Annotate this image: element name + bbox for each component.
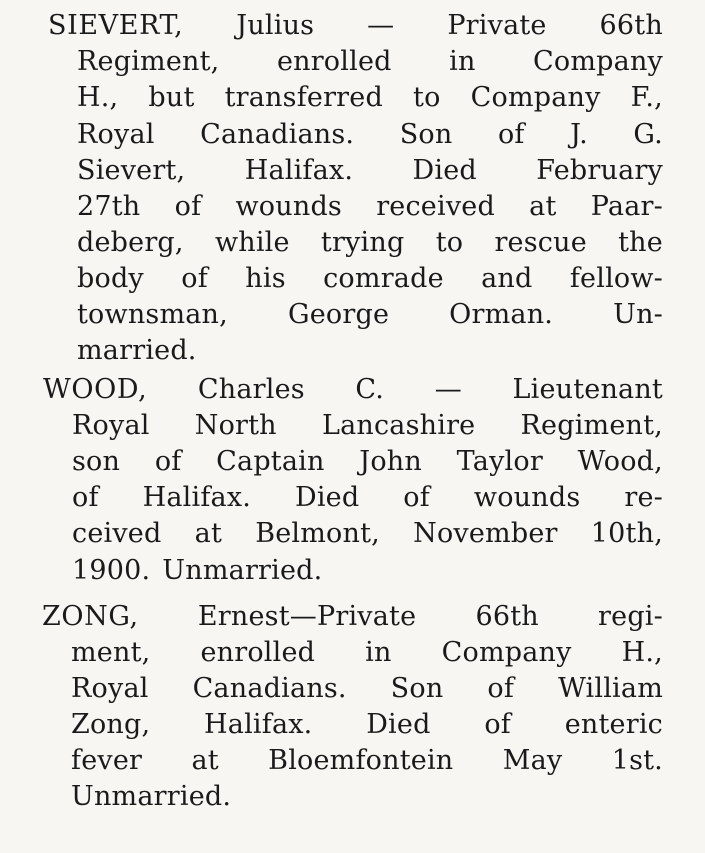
- word: G.: [633, 119, 663, 150]
- word: Charles: [197, 374, 305, 405]
- word: C.: [355, 374, 385, 405]
- text-line: [77, 44, 663, 80]
- surname: ZONG,: [42, 601, 139, 632]
- text-line: [77, 261, 663, 297]
- word: Paar-: [590, 191, 663, 222]
- text-line: [77, 80, 663, 116]
- word: Captain: [216, 446, 325, 477]
- word: Regiment,: [520, 410, 663, 441]
- word: Company: [533, 46, 663, 77]
- text-line: [77, 189, 663, 225]
- word: 66th: [599, 10, 663, 41]
- word: North: [194, 410, 277, 441]
- text-line: [71, 707, 663, 743]
- word: J.: [570, 119, 588, 150]
- word: Lieutenant: [512, 374, 663, 405]
- word: February: [536, 155, 663, 186]
- word: George: [287, 299, 390, 330]
- word: Royal: [77, 119, 155, 150]
- word: son: [72, 446, 121, 477]
- word: rescue: [494, 227, 587, 258]
- word: Unmarried.: [71, 781, 232, 812]
- word: Son: [399, 119, 453, 150]
- word: regi-: [598, 601, 663, 632]
- word: H.,: [77, 82, 119, 113]
- text-line: [77, 333, 663, 369]
- word: enrolled: [200, 637, 316, 668]
- word: body: [77, 263, 144, 294]
- text-line: [43, 372, 663, 408]
- word: and: [481, 263, 533, 294]
- word: comrade: [323, 263, 444, 294]
- word: to: [413, 82, 441, 113]
- word: —: [367, 10, 395, 41]
- word: Belmont,: [255, 518, 380, 549]
- word: Halifax.: [142, 482, 252, 513]
- word: Regiment,: [77, 46, 220, 77]
- word: Ernest—Private: [197, 601, 417, 632]
- word: Sievert,: [77, 155, 186, 186]
- word: 27th: [77, 191, 141, 222]
- word: at: [194, 518, 222, 549]
- word: Halifax.: [244, 155, 354, 186]
- word: ment,: [71, 637, 151, 668]
- word: ceived: [72, 518, 162, 549]
- word: Lancashire: [321, 410, 476, 441]
- word: townsman,: [77, 299, 228, 330]
- word: the: [618, 227, 663, 258]
- word: May: [502, 745, 563, 776]
- word: F.,: [630, 82, 663, 113]
- word: Died: [412, 155, 477, 186]
- word: Un-: [613, 299, 663, 330]
- text-line: [77, 225, 663, 261]
- word: trying: [320, 227, 405, 258]
- word: but: [148, 82, 195, 113]
- text-line: [72, 480, 663, 516]
- word: wounds: [473, 482, 581, 513]
- text-line: [77, 297, 663, 333]
- word: wounds: [235, 191, 342, 222]
- word: of: [497, 119, 525, 150]
- text-line: [77, 117, 663, 153]
- word: —: [434, 374, 462, 405]
- word: 1900.: [72, 555, 151, 586]
- word: transferred: [224, 82, 383, 113]
- word: Private: [447, 10, 547, 41]
- word: Wood,: [577, 446, 663, 477]
- word: re-: [624, 482, 663, 513]
- surname: SIEVERT,: [48, 10, 184, 41]
- word: John: [359, 446, 422, 477]
- word: Royal: [71, 673, 149, 704]
- word: Taylor: [456, 446, 543, 477]
- word: in: [365, 637, 392, 668]
- word: of: [181, 263, 208, 294]
- word: Zong,: [71, 709, 151, 740]
- word: Company: [470, 82, 601, 113]
- text-line: [71, 779, 663, 815]
- word: at: [529, 191, 557, 222]
- text-line: [72, 444, 663, 480]
- text-line: [77, 153, 663, 189]
- word: of: [403, 482, 430, 513]
- word: Halifax.: [204, 709, 313, 740]
- text-line: [48, 8, 663, 44]
- word: enteric: [564, 709, 663, 740]
- word: of: [154, 446, 182, 477]
- word: H.,: [621, 637, 663, 668]
- text-line: [71, 743, 663, 779]
- word: at: [191, 745, 219, 776]
- word: 1st.: [611, 745, 663, 776]
- word: of: [487, 673, 515, 704]
- word: November: [413, 518, 558, 549]
- word: Canadians.: [192, 673, 347, 704]
- text-line: [71, 671, 663, 707]
- word: Died: [366, 709, 431, 740]
- word: Canadians.: [200, 119, 355, 150]
- word: William: [558, 673, 663, 704]
- word: his: [245, 263, 286, 294]
- word: 66th: [475, 601, 539, 632]
- word: in: [449, 46, 476, 77]
- word: 10th,: [590, 518, 663, 549]
- word: fellow-: [569, 263, 663, 294]
- word: Bloemfontein: [268, 745, 454, 776]
- text-line: [72, 553, 663, 589]
- text-line: [72, 408, 663, 444]
- word: Unmarried.: [162, 555, 323, 586]
- text-line: [71, 635, 663, 671]
- surname: WOOD,: [43, 374, 148, 405]
- word: of: [72, 482, 99, 513]
- text-line: [72, 516, 663, 552]
- word: Royal: [72, 410, 150, 441]
- word: Son: [390, 673, 444, 704]
- word: Orman.: [449, 299, 554, 330]
- word: enrolled: [276, 46, 392, 77]
- word: Died: [294, 482, 360, 513]
- word: Julius: [236, 10, 315, 41]
- word: married.: [77, 335, 197, 366]
- word: to: [435, 227, 464, 258]
- word: fever: [71, 745, 143, 776]
- word: deberg,: [77, 227, 184, 258]
- word: Company: [441, 637, 572, 668]
- word: received: [376, 191, 495, 222]
- word: of: [174, 191, 202, 222]
- word: of: [484, 709, 511, 740]
- text-line: [42, 599, 663, 635]
- word: while: [214, 227, 290, 258]
